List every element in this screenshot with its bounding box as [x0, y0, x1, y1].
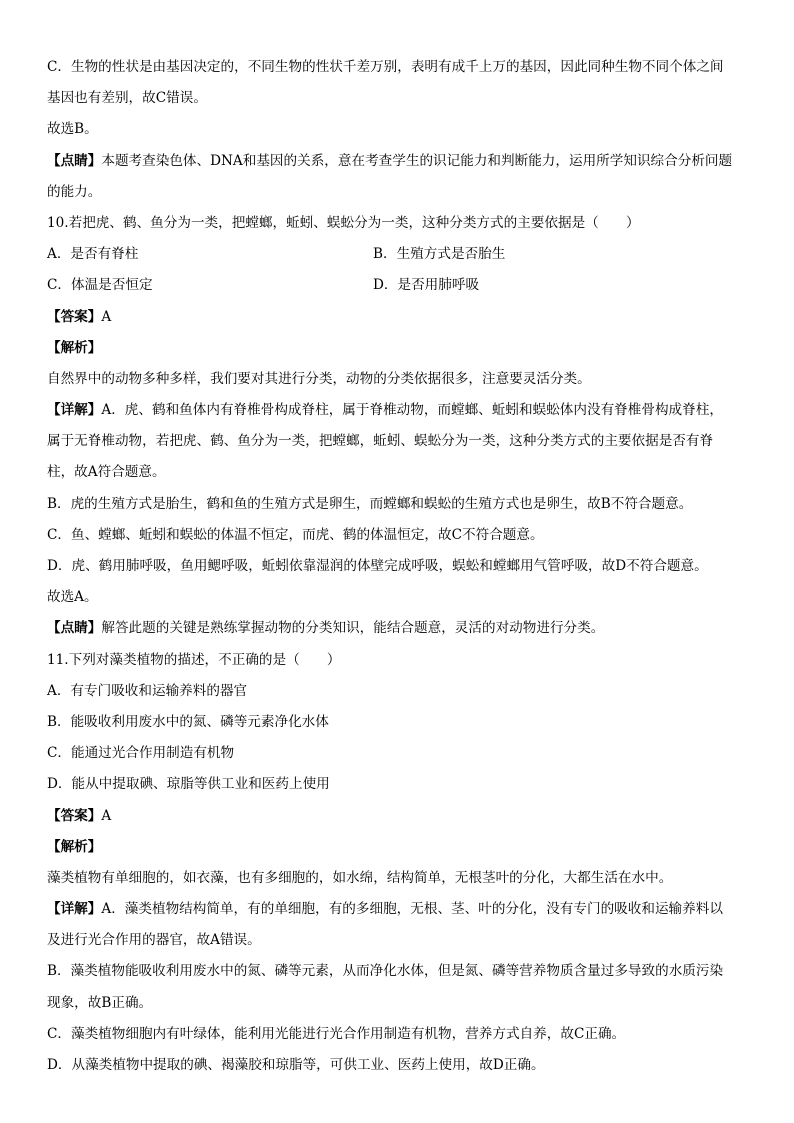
comment-text: 本题考查染色体、DNA和基因的关系，意在考查学生的识记能力和判断能力，运用所学知识综合分析问题: [101, 152, 733, 169]
q11-detail-c: C．藻类植物细胞内有叶绿体，能利用光能进行光合作用制造有机物，营养方式自养，故C正确。: [47, 1025, 626, 1042]
q10-option-a: A．是否有脊柱: [47, 246, 139, 263]
q10-comment: [47, 613, 759, 644]
q10-answer: [47, 302, 759, 333]
q10-detail-a-line-1: [47, 395, 759, 426]
comment-label: 【点睛】: [47, 620, 102, 637]
answer-label: 【答案】: [47, 807, 102, 824]
document-page: [47, 52, 759, 1081]
q11-option-a: A．有专门吸收和运输养料的器官: [47, 682, 248, 699]
prev-option-c-line-1: C．生物的性状是由基因决定的，不同生物的性状千差万别，表明有成千上万的基因，因此同种生物不同个体之间: [47, 59, 724, 75]
q11-detail-a-line-2: 及进行光合作用的器官，故A错误。: [47, 932, 261, 949]
answer-value: A: [101, 807, 112, 824]
q11-option-c: C．能通过光合作用制造有机物: [47, 745, 235, 762]
q10-detail-a-line-3: 柱，故A符合题意。: [47, 464, 166, 481]
q10-option-c: C．体温是否恒定: [47, 277, 153, 294]
q11-stem: 11.下列对藻类植物的描述，不正确的是（ ）: [47, 651, 341, 668]
detail-text: A．藻类植物结构简单，有的单细胞，有的多细胞，无根、茎、叶的分化，没有专门的吸收和运输养料以: [101, 901, 723, 918]
detail-label: 【详解】: [47, 901, 102, 918]
answer-label: 【答案】: [47, 308, 102, 325]
prev-choose-line: 故选B。: [47, 121, 98, 138]
q11-analysis-text: 藻类植物有单细胞的，如衣藻，也有多细胞的，如水绵，结构简单，无根茎叶的分化，大都生活在水中。: [47, 869, 673, 886]
q10-detail-d: D．虎、鹤用肺呼吸，鱼用鳃呼吸，蚯蚓依靠湿润的体壁完成呼吸，蜈蚣和螳螂用气管呼吸，故D不符合题意。: [47, 558, 708, 574]
q11-detail-d: D．从藻类植物中提取的碘、褐藻胶和琼脂等，可供工业、医药上使用，故D正确。: [47, 1057, 545, 1073]
q10-option-b: B．生殖方式是否胎生: [373, 246, 506, 263]
q11-detail-b-line-1: B．藻类植物能吸收利用废水中的氮、磷等元素，从而净化水体，但是氮、磷等营养物质含量过多导致的水质污染: [47, 963, 724, 980]
q10-detail-c: C．鱼、螳螂、蚯蚓和蜈蚣的体温不恒定，而虎、鹤的体温恒定，故C不符合题意。: [47, 526, 544, 543]
comment-text: 解答此题的关键是熟练掌握动物的分类知识，能结合题意，灵活的对动物进行分类。: [101, 620, 605, 637]
q10-detail-a-line-2: 属于无脊椎动物，若把虎、鹤、鱼分为一类，把螳螂，蚯蚓、蜈蚣分为一类，这种分类方式的主要依据是否有脊: [47, 433, 714, 450]
answer-value: A: [101, 308, 112, 325]
q11-option-d: D．能从中提取碘、琼脂等供工业和医药上使用: [47, 776, 330, 793]
q10-detail-b: B．虎的生殖方式是胎生，鹤和鱼的生殖方式是卵生，而螳螂和蜈蚣的生殖方式也是卵生，故B不符合题意。: [47, 495, 693, 512]
q11-detail-b-line-2: 现象，故B正确。: [47, 994, 153, 1011]
q10-choose-line: 故选A。: [47, 589, 98, 606]
q10-stem: 10.若把虎、鹤、鱼分为一类，把螳螂，蚯蚓、蜈蚣分为一类，这种分类方式的主要依据是（ ）: [47, 214, 640, 231]
q10-options-row-2: [47, 270, 759, 301]
q10-analysis-label: 【解析】: [47, 339, 102, 356]
prev-comment-line-2: 的能力。: [47, 183, 102, 200]
q11-detail-a-line-1: [47, 894, 759, 925]
q10-analysis-text: 自然界中的动物多种多样，我们要对其进行分类，动物的分类依据很多，注意要灵活分类。: [47, 370, 591, 387]
q10-option-d: D．是否用肺呼吸: [373, 277, 480, 294]
prev-option-c-line-2: 基因也有差别，故C错误。: [47, 90, 207, 107]
q10-options-row-1: [47, 239, 759, 270]
detail-label: 【详解】: [47, 402, 102, 419]
comment-label: 【点睛】: [47, 152, 102, 169]
detail-text: A．虎、鹤和鱼体内有脊椎骨构成脊柱，属于脊椎动物，而螳螂、蚯蚓和蜈蚣体内没有脊椎骨构成脊柱，: [101, 402, 723, 419]
q11-analysis-label: 【解析】: [47, 838, 102, 855]
q11-answer: [47, 801, 759, 832]
q11-option-b: B．能吸收利用废水中的氮、磷等元素净化水体: [47, 713, 329, 730]
prev-comment-line-1: [47, 146, 759, 177]
